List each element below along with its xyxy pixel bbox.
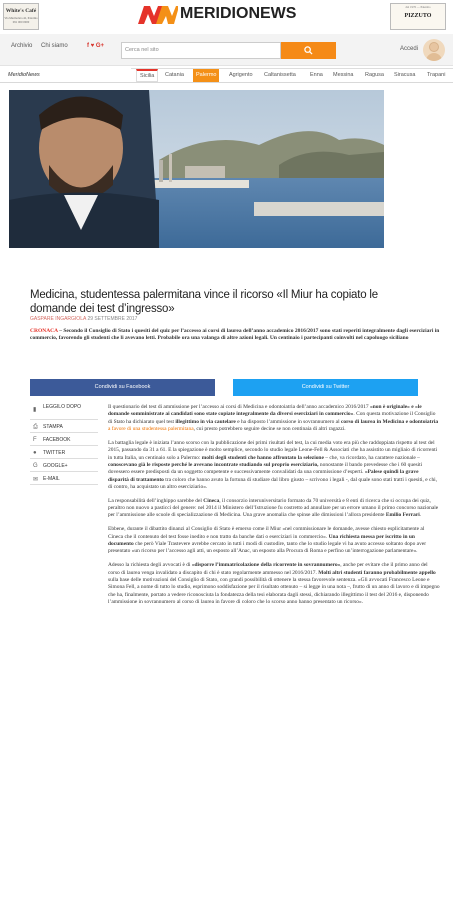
- hero-photo-icon: [9, 90, 384, 248]
- paragraph-4: [108, 526, 440, 555]
- paragraph-5: [108, 562, 440, 606]
- article-hero-image: [9, 90, 384, 248]
- p2-bold-d: conoscevano già le risposte perché le avevano incontrate studiando sul proprio eserciziario,: [108, 461, 319, 468]
- article-tools: [30, 403, 98, 485]
- city-tab-sicilia[interactable]: Sicilia: [136, 69, 158, 82]
- city-nav: [0, 68, 453, 83]
- google-label: GOOGLE+: [43, 463, 68, 469]
- archive-link[interactable]: Archivio: [11, 43, 33, 49]
- p3-bold-b: Cineca: [203, 497, 220, 504]
- ad-banner-right[interactable]: [390, 3, 446, 30]
- facebook-label: FACEBOOK: [43, 437, 71, 443]
- share-facebook-label: Condividi su Facebook: [94, 384, 151, 390]
- email-icon: ✉: [33, 477, 39, 483]
- ad-right-title: PIZZUTO: [404, 13, 432, 19]
- login-link[interactable]: Accedi: [400, 46, 419, 52]
- ad-right-subtitle: dal 1976 — Palermo: [405, 5, 431, 9]
- p3-text-a: La responsabilità dell’inghippo sarebbe del: [108, 497, 204, 504]
- facebook-share-link[interactable]: [30, 433, 98, 446]
- search-icon: [304, 46, 313, 55]
- about-link[interactable]: Chi siamo: [41, 43, 68, 49]
- p2-text-c: – che, va ricordato, ha carattere nazionale –: [323, 454, 420, 461]
- article-lead-text: – Secondo il Consiglio di Stato i quesiti del quiz per l’accesso ai corsi di laurea dell’anno accademico 2016/2017 sono stati reperiti integralmente dagli eserciziari in commercio, favorendo gli studenti che li avevano letti. Probabile ora una valanga di altre azioni legali. Un centinaio i partecipanti coinvolti nel capoluogo siciliano: [30, 328, 440, 342]
- p3-text-e: .: [419, 512, 422, 519]
- article-lead: [30, 328, 448, 342]
- user-avatar[interactable]: [423, 39, 445, 61]
- p1-bold-f: corso di laurea in Medicina e odontoiatria: [340, 418, 439, 425]
- p1-link[interactable]: a favore di una studentessa palermitana: [108, 426, 194, 433]
- search-button[interactable]: [281, 42, 336, 59]
- p1-text-e: e ha disposto l’ammissione in sovrannumero al: [235, 418, 341, 425]
- twitter-share-link[interactable]: [30, 446, 98, 459]
- google-share-link[interactable]: [30, 459, 98, 472]
- city-tab-ragusa[interactable]: Ragusa: [365, 72, 384, 78]
- top-header: [0, 0, 453, 34]
- article-meta: [30, 316, 448, 322]
- share-twitter-label: Condividi su Twitter: [301, 384, 350, 390]
- twitter-icon: ●: [33, 450, 37, 456]
- avatar-body: [426, 53, 442, 61]
- ad-left-title: White's Café: [5, 8, 37, 14]
- city-tab-palermo[interactable]: Palermo: [193, 69, 219, 82]
- print-label: STAMPA: [43, 424, 63, 430]
- p2-text-a: La battaglia legale è iniziata l’anno scorso con la pubblicazione dei primi risultati del test, la cui media voto era più che raddoppiata rispetto al test del 2015, passando da 31 a 61. E la spiegazione è molto semplice, secondo lo studio legale Leone-Fell & Associati che ha assistito un migliaio di ricorrenti in tutta Italia, un centinaio solo a Palermo:: [108, 439, 438, 461]
- p4-text-c: che però Viale Trastevere avrebbe cercato in tutti i modi di custodire, tanto che lo studio legale vi ha avuto accesso soltanto dopo aver presentato «un ricorso per l’accesso agli atti, un esposto all’Anac, un esposto alla Procura di Roma e perfino un’interrogazione parlamentare».: [108, 541, 427, 555]
- logo-mark-icon: [138, 4, 178, 24]
- city-tab-caltanissetta[interactable]: Caltanissetta: [264, 72, 296, 78]
- p3-text-c: , il consorzio interuniversitario formato da 70 università e 8 enti di ricerca che si occupa dei quiz, peraltro non nuovo a pasticci del genere: nel 2014 il Ministero dell’Istruzione fu costretto ad annullare per un errore umano il primo concorso nazionale per l’ammissione alle scuole di specializzazione di Medicina. Una grave anomalia che spinse alle dimissioni l’allora presidente: [108, 497, 439, 519]
- p2-bold-f: «Palese quindi la grave disparità di trattamento: [108, 469, 419, 483]
- p5-text-c: , anche per evitare che il primo anno del corso di laurea venga invalidato a discapito di chi è stato regolarmente ammesso nel 2016/2017.: [108, 562, 428, 576]
- p2-text-g: tra coloro che hanno avuto la fortuna di studiare dal libro giusto – scrivono i legali -, dal quale sono stati tratti i quesiti, e chi, di contro, ha acquistato un altro eserciziario».: [108, 476, 438, 490]
- p1-text-h: , cui presto potrebbero seguire decine se non centinaia di altri ragazzi.: [193, 426, 346, 433]
- email-share-link[interactable]: [30, 472, 98, 485]
- share-twitter-button[interactable]: [233, 379, 418, 396]
- p5-text-a: Adesso la richiesta degli avvocati è di: [108, 562, 192, 569]
- p2-bold-b: molti degli studenti che hanno affrontato la selezione: [201, 454, 324, 461]
- p1-text-a: Il questionario del test di ammissione per l’accesso ai corsi di Medicina e odontoiatria dell’anno accademico 2016/2017: [108, 404, 370, 410]
- city-tab-trapani[interactable]: Trapani: [427, 72, 446, 78]
- city-tab-enna[interactable]: Enna: [310, 72, 323, 78]
- p5-bold-b: «disporre l’immatricolazione della ricorrente in sovrannumero»: [191, 562, 341, 569]
- p5-text-e: sulla base delle motivazioni del Consiglio di Stato, con grandi possibilità di ottenere la stessa favorevole sentenza. «Gli avvocati Francesco Leone e Simona Fell, a nome di tutto lo studio, esprimono soddisfazione per il risultato ottenuto – si legge in una nota –, frutto di un anno di lavoro e di impegno che ha, finalmente, portato a vedere riconosciuta la fondatezza della tesi elaborata dagli stessi, dichiarando illegittimo il test del 2016 e, disponendo l’ammissione in sovrannumero al corso di laurea in favore di coloro che lo scorso anno hanno presentato un ricorso».: [108, 576, 440, 605]
- bookmark-icon: ▮: [33, 407, 37, 413]
- p5-bold-d: Molti altri studenti faranno probabilmente appello: [318, 569, 436, 576]
- logo-wordmark: MERIDIONEWS: [180, 5, 297, 22]
- p4-bold-b: Una richiesta messa per iscritto in un documento: [108, 533, 415, 547]
- utility-bar: [0, 34, 453, 66]
- ad-banner-left[interactable]: [3, 3, 39, 30]
- email-label: E-MAIL: [43, 476, 60, 482]
- facebook-icon: F: [33, 437, 37, 443]
- read-later-button[interactable]: [30, 403, 98, 420]
- read-later-label: LEGGILO DOPO: [43, 404, 82, 410]
- print-icon: ⎙: [33, 424, 38, 430]
- city-tab-catania[interactable]: Catania: [165, 72, 184, 78]
- city-tab-siracusa[interactable]: Siracusa: [394, 72, 416, 78]
- share-facebook-button[interactable]: [30, 379, 215, 396]
- site-logo[interactable]: [138, 3, 296, 25]
- p3-bold-d: Emilio Ferrari: [385, 512, 420, 519]
- paragraph-3: [108, 498, 440, 520]
- article-author[interactable]: GASPARE INGARGIOLA: [30, 316, 87, 322]
- article-category[interactable]: CRONACA: [30, 328, 58, 334]
- paragraph-2: [108, 440, 440, 491]
- twitter-label: TWITTER: [43, 450, 66, 456]
- p1-text-c: . Con questa motivazione il Consiglio di Stato ha dichiarato quel test: [108, 411, 436, 425]
- brand-label: MeridioNews: [8, 72, 40, 78]
- article-title: Medicina, studentessa palermitana vince il ricorso «Il Miur ha copiato le domande dei test d’ingresso»: [30, 287, 378, 315]
- ad-left-subtitle: Via Marmolata 42, Palermo 091 000 0000: [4, 16, 38, 24]
- city-tab-agrigento[interactable]: Agrigento: [229, 72, 253, 78]
- article-date: 29 SETTEMBRE 2017: [87, 316, 138, 322]
- paragraph-1: [108, 404, 440, 433]
- p4-text-a: Ebbene, durante il dibattito dinanzi al Consiglio di Stato è emerso come il Miur «nel commissionare le domande, avesse chiesto esplicitamente al Cineca che il contenuto del test fosse inedito e non tratto da banche dati o eserciziari in commercio».: [108, 526, 425, 540]
- search-input[interactable]: Cerca nel sito: [121, 42, 281, 59]
- social-icons[interactable]: f ♥ G+: [87, 43, 105, 49]
- google-icon: G: [33, 463, 38, 469]
- p1-bold-d: illegittimo in via cautelare: [175, 418, 236, 425]
- p2-text-e: nonostante il bando prevedesse che i 60 quesiti dovessero essere predisposti da un soggetto competente e successivamente convalidati da una commissione d’esperti.: [108, 461, 423, 476]
- avatar-head: [429, 42, 439, 52]
- city-tab-messina[interactable]: Messina: [333, 72, 354, 78]
- article-header: [30, 287, 448, 342]
- p1-bold-b: «non è originale» e «le domande somministrate ai candidati sono state copiate integralmente da diversi eserciziari in commercio»: [108, 404, 422, 418]
- article-body: [108, 404, 440, 613]
- print-button[interactable]: [30, 420, 98, 433]
